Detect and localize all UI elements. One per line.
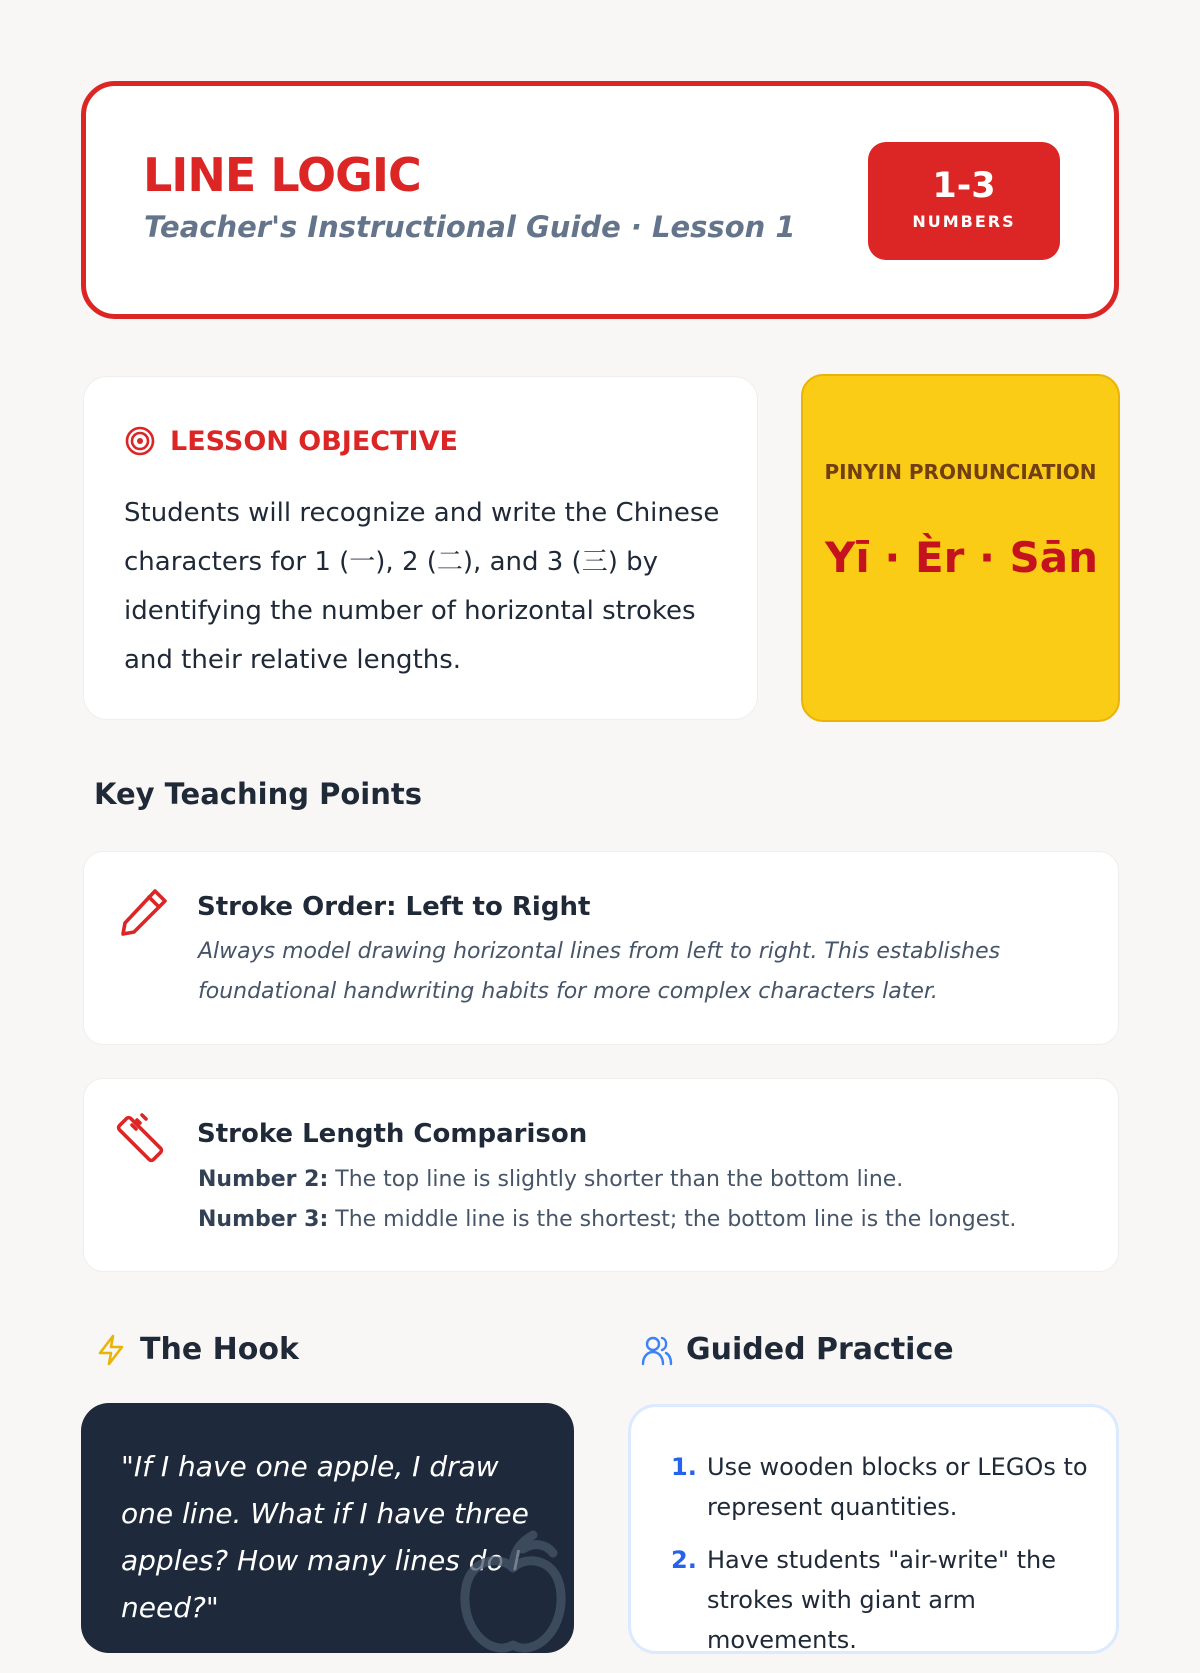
comparison-line: [198, 1205, 1016, 1235]
lightning-icon: [94, 1333, 128, 1367]
step-number: 1.: [671, 1453, 697, 1481]
step-text: Have students "air-write" the strokes with giant arm movements.: [707, 1546, 1057, 1654]
hook-heading: [94, 1333, 299, 1367]
objective-heading: [124, 425, 458, 457]
apple-icon: [443, 1523, 583, 1663]
hook-card: [81, 1403, 574, 1653]
guided-practice-heading: [640, 1333, 954, 1367]
practice-step: [671, 1447, 1091, 1527]
teaching-point-card: [83, 851, 1119, 1045]
pinyin-value: Yī · Èr · Sān: [824, 533, 1099, 582]
point-title: Stroke Length Comparison: [197, 1119, 588, 1149]
key-points-heading: Key Teaching Points: [94, 777, 422, 811]
hook-quote: "If I have one apple, I draw one line. What if I have three apples? How many lines do I need?": [121, 1450, 529, 1624]
pencil-icon: [118, 886, 170, 938]
badge-value: 1-3: [932, 166, 996, 206]
comparison-label: Number 2:: [198, 1167, 329, 1192]
lesson-header-card: [81, 81, 1119, 319]
step-text: Use wooden blocks or LEGOs to represent quantities.: [707, 1453, 1088, 1521]
target-icon: [124, 425, 156, 457]
comparison-text: The middle line is the shortest; the bottom line is the longest.: [328, 1207, 1017, 1232]
guided-practice-heading-label: Guided Practice: [686, 1332, 954, 1367]
lesson-title: LINE LOGIC: [143, 148, 421, 202]
comparison-text: The top line is slightly shorter than the bottom line.: [328, 1167, 904, 1192]
objective-heading-label: LESSON OBJECTIVE: [170, 425, 458, 457]
hook-heading-label: The Hook: [140, 1332, 299, 1367]
point-title: Stroke Order: Left to Right: [197, 892, 591, 922]
guided-practice-card: [628, 1404, 1119, 1654]
comparison-label: Number 3:: [198, 1207, 329, 1232]
lesson-objective-card: [83, 376, 758, 720]
users-icon: [640, 1333, 674, 1367]
lesson-subtitle: Teacher's Instructional Guide · Lesson 1: [144, 210, 796, 244]
point-description: Always model drawing horizontal lines from left to right. This establishes foundational handwriting habits for more complex characters later.: [198, 939, 1001, 1004]
practice-step: [671, 1540, 1091, 1660]
numbers-badge: [868, 142, 1060, 260]
comparison-line: [198, 1165, 903, 1195]
teaching-point-card: [83, 1078, 1119, 1272]
practice-list: [671, 1447, 1091, 1673]
step-number: 2.: [671, 1546, 697, 1574]
pinyin-label: PINYIN PRONUNCIATION: [824, 460, 1097, 484]
pinyin-card: [801, 374, 1120, 722]
objective-text: Students will recognize and write the Chinese characters for 1 (一), 2 (二), and 3 (三) by identifying the number of horizontal strokes and their relative lengths.: [124, 498, 720, 675]
badge-label: NUMBERS: [912, 212, 1016, 231]
ruler-icon: [118, 1113, 170, 1165]
